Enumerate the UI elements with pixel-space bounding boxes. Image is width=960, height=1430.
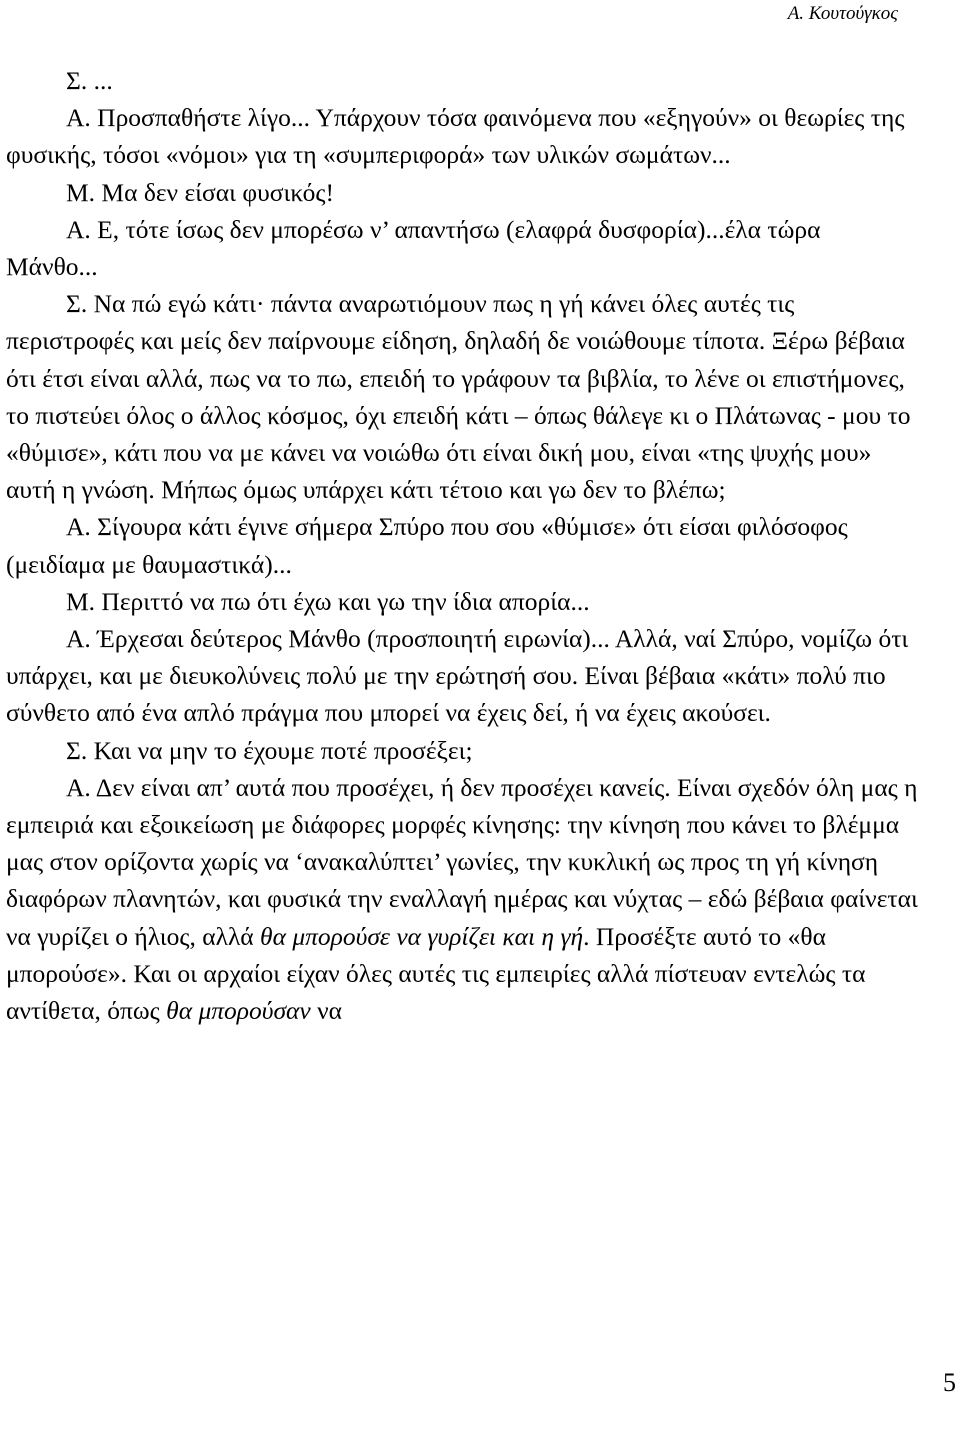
dialogue-paragraph [6, 508, 918, 582]
text-segment: Μ. Μα δεν είσαι φυσικός! [66, 177, 334, 207]
text-segment: Α. Ε, τότε ίσως δεν μπορέσω ν’ απαντήσω (ελαφρά δυσφορία)...έλα τώρα Μάνθο... [6, 214, 821, 282]
text-segment: Α. Δεν είναι απ’ αυτά που προσέχει, ή δεν προσέχει κανείς. Είναι σχεδόν όλη μας η εμπειριά και εξοικείωση με διάφορες μορφές κίνησης: την κίνηση που κάνει το βλέμμα μας στον ορίζοντα χωρίς να ‘ανακαλύπτει’ γωνίες, την κυκλική ως προς τη γή κίνηση διαφόρων πλανητών, και φυσικά την εναλλαγή ημέρας και νύχτας – εδώ βέβαια φαίνεται να γυρίζει ο ήλιος, αλλά [6, 772, 918, 951]
dialogue-paragraph [6, 285, 918, 508]
text-segment: Α. Σίγουρα κάτι έγινε σήμερα Σπύρο που σου «θύμισε» ότι είσαι φιλόσοφος (μειδίαμα με θαυμαστικά)... [6, 512, 848, 579]
text-segment: . Προσέξτε αυτό το «θα μπορούσε». Και οι αρχαίοι είχαν όλες αυτές τις εμπειρίες αλλά πίστευαν εντελώς τα αντίθετα, όπως [6, 921, 866, 1026]
dialogue-paragraph [6, 620, 918, 732]
dialogue-paragraph [6, 732, 918, 769]
dialogue-paragraph [6, 211, 918, 285]
page-header-author: Α. Κουτούγκος [787, 3, 898, 24]
text-segment: Μ. Περιττό να πω ότι έχω και γω την ίδια απορία... [66, 586, 590, 616]
page-number: 5 [943, 1368, 956, 1397]
dialogue-paragraph [6, 62, 918, 99]
text-segment: Α. Προσπαθήστε λίγο... Υπάρχουν τόσα φαινόμενα που «εξηγούν» οι θεωρίες της φυσικής, τόσοι «νόμοι» για τη «συμπεριφορά» των υλικών σωμάτων... [6, 103, 905, 170]
text-segment: Α. Έρχεσαι δεύτερος Μάνθο (προσποιητή ειρωνία)... Αλλά, ναί Σπύρο, νομίζω ότι υπάρχει, και με διευκολύνεις πολύ με την ερώτησή σου. Είναι βέβαια «κάτι» πολύ πιο σύνθετο από ένα απλό πράγμα που μπορεί να έχεις δεί, ή να έχεις ακούσει. [6, 624, 909, 728]
text-segment: Σ. Να πώ εγώ κάτι· πάντα αναρωτιόμουν πως η γή κάνει όλες αυτές τις περιστροφές και μείς δεν παίρνουμε είδηση, δηλαδή δε νοιώθουμε τίποτα. Ξέρω βέβαια ότι έτσι είναι αλλά, πως να το πω, επειδή το γράφουν τα βιβλία, το λένε οι επιστήμονες, το πιστεύει όλος ο άλλος κόσμος, όχι επειδή κάτι – όπως θάλεγε κι ο Πλάτωνας - μου το «θύμισε», κάτι που να με κάνει να νοιώθω ότι είναι δική μου, είναι «της ψυχής μου» αυτή η γνώση. Μήπως όμως υπάρχει κάτι τέτοιο και γω δεν το βλέπω; [6, 289, 911, 505]
dialogue-paragraph [6, 583, 918, 620]
italic-text-segment: θα μπορούσε να γυρίζει και η γή [260, 921, 584, 951]
text-segment: Σ. ... [66, 66, 113, 95]
text-segment: να [310, 996, 343, 1026]
dialogue-paragraph [6, 769, 918, 1029]
dialogue-paragraph [6, 99, 918, 173]
text-segment: Σ. Και να μην το έχουμε ποτέ προσέξει; [66, 735, 473, 765]
italic-text-segment: θα μπορούσαν [166, 996, 311, 1026]
document-body [6, 62, 918, 1029]
dialogue-paragraph [6, 174, 918, 211]
